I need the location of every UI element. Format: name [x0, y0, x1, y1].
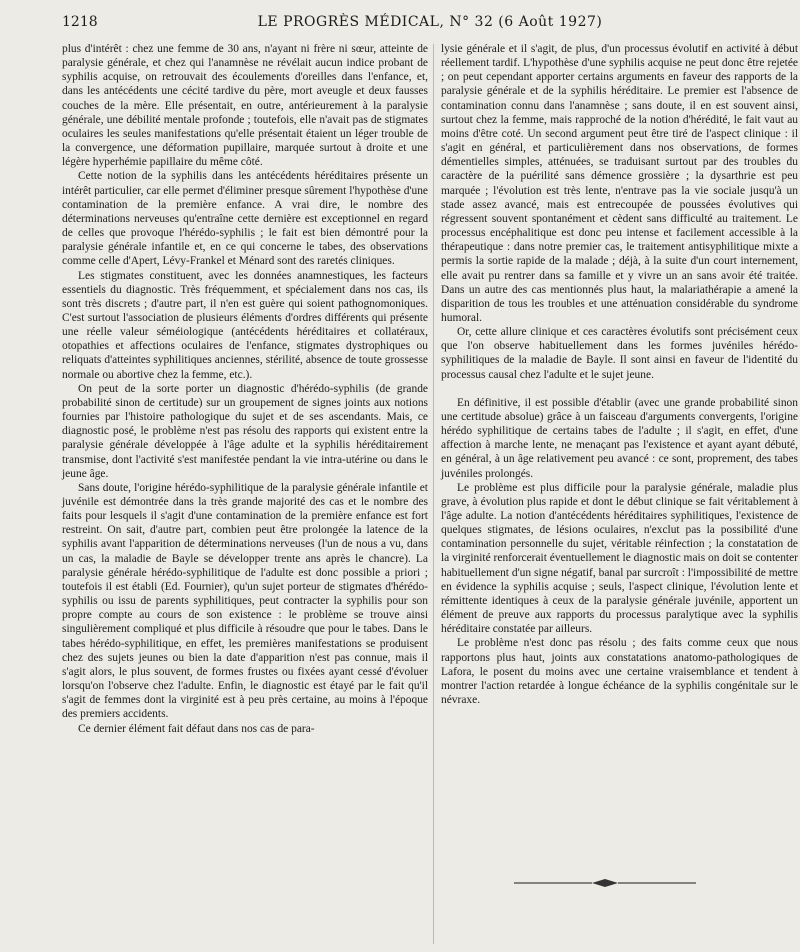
paragraph: Ce dernier élément fait défaut dans nos cas de para- [78, 722, 315, 735]
paragraph: plus d'intérêt : chez une femme de 30 ans, n'ayant ni frère ni sœur, atteinte de paralysie générale, et chez qui l'anamnèse ne révélait aucun indice probant de syphilis acquise, on retrouvait des écoulements d'oreilles dans l'enfance, et, dans les antécédents une cécité tardive du père, mort aveugle et deux fausses couches de la mère. Elle présentait, en outre, antérieurement à la paralysie générale, une débilité mentale profonde ; toutefois, elle n'avait pas de stigmates oculaires les seules manifestations qu'elle présentait étaient un léger trouble de la convergence, une déformation pupillaire, marquée surtout à droite et une légère hyperhémie papillaire du même côté. [62, 43, 428, 169]
paragraph: lysie générale et il s'agit, de plus, d'un processus évolutif en activité à début réellement tardif. L'hypothèse d'une syphilis acquise ne peut donc être rejetée ; on peut cependant apporter certains arguments en faveur des rapports de la paralysie générale et de la syphilis héréditaire. Le premier est l'absence de contamination connu dans l'anamnèse ; sans doute, il en est souvent ainsi, surtout chez la femme, mais rapproché de la notion d'hérédité, le fait vaut au moins d'être coté. Un second argument peut être tiré de l'aspect clinique : il s'agit en général, et particulièrement dans nos observations, de formes démentielles simples, atténuées, se traduisant surtout par des troubles du caractère de la puérilité sans démence grossière ; la dysarthrie est peu marquée ; l'évolution est très lente, n'entrave pas la vie sociale jusqu'à un stade assez avancé, mais est entrecoupée de poussées évolutives qui régressent souvent spontanément et cèdent sans difficulté au traitement. Le processus encéphalitique est donc peu intense et facilement accessible à la thérapeutique : dans notre premier cas, le traitement antisyphilitique mixte a permis la sortie rapide de la malade ; déjà, à la suite d'un court internement, elle avait pu rentrer dans sa famille et y vivre un an sans avoir été traitée. Dans un autre des cas mentionnés plus haut, la malariathérapie a amené la disparition de tous les troubles et une atténuation considérable du syndrome humoral. [441, 43, 798, 324]
page-number: 1218 [62, 14, 98, 30]
paragraph: En définitive, il est possible d'établir (avec une grande probabilité sinon une certitude absolue) grâce à un faisceau d'arguments convergents, l'origine hérédo syphilitique de certains tabes de l'adulte ; il s'agit, en effet, d'une affection à marche lente, ne menaçant pas l'existence et ayant ayant débuté, en général, à un âge relativement peu avancé : ce sont, proprement, des tabes juvéniles prolongés. [441, 396, 798, 480]
left-column [62, 42, 428, 736]
paragraph: Or, cette allure clinique et ces caractères évolutifs sont précisément ceux que l'on observe habituellement dans les formes juvéniles hérédo-syphilitiques de la maladie de Bayle. Il sont ainsi en faveur de l'identité du processus causal chez l'adulte et le sujet jeune. [441, 326, 798, 381]
end-ornament [510, 876, 700, 890]
running-header [62, 14, 798, 34]
column-rule [433, 44, 434, 944]
paragraph: Le problème est plus difficile pour la paralysie générale, maladie plus grave, à évolution plus rapide et dont le début clinique se fait véritablement à l'âge adulte. La notion d'antécédents héréditaires syphilitiques, l'existence de quelques stigmates, de lésions oculaires, n'exclut pas la possibilité d'une contamination personnelle du sujet, véritable réinfection ; la constatation de la virginité renforcerait éventuellement le diagnostic mais on doit se contenter habituellement d'un signe négatif, banal par surcroît : l'impossibilité de mettre en évidence la syphilis acquise ; seuls, l'aspect clinique, l'évolution lente et rémittente identiques à ceux de la paralysie générale juvénile, apportent un élément de preuve aux rapports du processus paralytique avec la syphilis héréditaire constatée par ailleurs. [441, 481, 798, 636]
paragraph: Cette notion de la syphilis dans les antécédents héréditaires présente un intérêt particulier, car elle permet d'éliminer presque sûrement l'hypothèse d'une contamination de la première enfance. A vrai dire, le nombre des déterminations nerveuses qu'entraîne cette dernière est exceptionnel en regard de celles que provoque l'hérédo-syphilis ; le fait est bien démontré pour la paralysie générale infantile et, en ce qui concerne le tabes, des observations comme celle d'Apert, Lévy-Frankel et Ménard sont des raretés cliniques. [62, 170, 428, 268]
paragraph: Le problème n'est donc pas résolu ; des faits comme ceux que nous rapportons plus haut, joints aux constatations anatomo-pathologiques de Lafora, le posent du moins avec une certaine vraisemblance et tendent à montrer l'action retardée à longue échéance de la syphilis congénitale sur le névraxe. [441, 637, 798, 707]
paragraph: On peut de la sorte porter un diagnostic d'hérédo-syphilis (de grande probabilité sinon de certitude) sur un groupement de signes joints aux notions fournies par l'histoire pathologique du sujet et de ses ascendants. Mais, ce diagnostic posé, le problème n'est pas résolu des rapports qui existent entre la paralysie générale développée à l'âge adulte et la syphilis héréditairement transmise, dont l'activité s'est manifestée pendant la vie intra-utérine ou dans le jeune âge. [62, 382, 428, 480]
right-column [441, 42, 798, 707]
paragraph: Sans doute, l'origine hérédo-syphilitique de la paralysie générale infantile et juvénile est démontrée dans la très grande majorité des cas et le nombre des faits pour lesquels il s'agit d'une contamination de la première enfance est fort restreint. On sait, d'autre part, combien peut être prolongée la latence de la syphilis avant l'apparition de déterminations nerveuses (l'un de nous a vu, dans un cas, la maladie de Bayle se développer trente ans après le chancre). La paralysie générale hérédo-syphilitique de l'adulte est donc possible a priori ; toutefois il est établi (Ed. Fournier), qu'un sujet porteur de stigmates d'hérédo-syphilis ou issu de parents syphilitiques, peut contracter la syphilis pour son propre compte au cours de son existence : le problème se trouve ainsi singulièrement compliqué et plus difficile à résoudre que pour le tabes. Dans le tabes hérédo-syphilitique, en effet, les premières manifestations se produisent chez des sujets jeunes ou bien la date d'apparition n'est pas connue, mais il s'agit alors, le plus souvent, de formes frustes ou fixées ayant cessé d'évoluer lorsqu'on l'observe chez l'adulte. Enfin, le diagnostic est étayé par le fait qu'il s'agit de femmes dont la virginité est à peu près certaine, au moins à l'époque des premiers accidents. [62, 481, 428, 721]
paragraph: Les stigmates constituent, avec les données anamnestiques, les facteurs essentiels du diagnostic. Très fréquemment, et spécialement dans nos cas, ils sont très discrets ; d'autre part, il n'en est guère qui soient pathognomoniques. C'est surtout l'association de plusieurs éléments d'ordres différents qui présente une réelle valeur séméiologique (antécédents héréditaires et collatéraux, otopathies et affections oculaires de l'enfance, stigmates dystrophiques ou reliquats d'atteintes syphilitiques anciennes, stérilité, absence de toute grossesse normale ou abortive chez la femme, etc.). [62, 269, 428, 381]
running-title: LE PROGRÈS MÉDICAL, N° 32 (6 Août 1927) [257, 14, 603, 30]
